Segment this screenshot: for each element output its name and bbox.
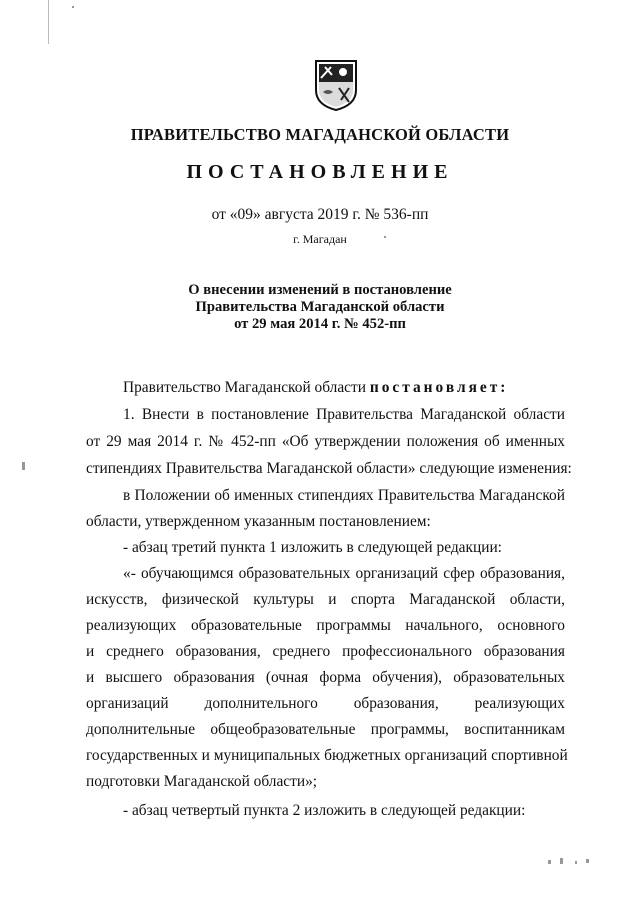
body-line: 1. Внести в постановление Правительства Магаданской области bbox=[123, 406, 565, 423]
intro-decree-word: постановляет: bbox=[369, 379, 509, 396]
body-line: от 29 мая 2014 г. № 452-пп «Об утверждении положения об именных bbox=[86, 433, 565, 450]
intro-text: Правительство Магаданской области bbox=[123, 379, 370, 396]
body-line: организаций дополнительного образования, реализующих bbox=[86, 695, 565, 712]
body-line: и высшего образования (очная форма обучения), образовательных bbox=[86, 669, 565, 686]
document-type: ПОСТАНОВЛЕНИЕ bbox=[186, 161, 454, 183]
organization-title: ПРАВИТЕЛЬСТВО МАГАДАНСКОЙ ОБЛАСТИ bbox=[130, 125, 510, 144]
body-line: реализующих образовательные программы начального, основного bbox=[86, 617, 565, 634]
body-line: искусств, физической культуры и спорта Магаданской области, bbox=[86, 591, 565, 608]
scan-artifact bbox=[575, 861, 577, 864]
body-line: подготовки Магаданской области»; bbox=[86, 773, 318, 790]
intro-paragraph bbox=[123, 378, 508, 398]
body-line: стипендиях Правительства Магаданской области» следующие изменения: bbox=[86, 460, 572, 477]
body-line: и среднего образования, среднего профессионального образования bbox=[86, 643, 565, 660]
scan-artifact bbox=[48, 0, 49, 44]
body-line: - абзац третий пункта 1 изложить в следующей редакции: bbox=[123, 539, 502, 556]
scan-artifact bbox=[586, 859, 589, 863]
scan-artifact bbox=[72, 6, 74, 8]
scan-artifact bbox=[548, 860, 551, 864]
body-line: дополнительные общеобразовательные программы, воспитанникам bbox=[86, 721, 565, 738]
coat-of-arms-emblem bbox=[313, 58, 359, 112]
document-subject bbox=[0, 282, 640, 333]
document-date-number: от «09» августа 2019 г. № 536-пп bbox=[211, 206, 429, 223]
body-line: - абзац четвертый пункта 2 изложить в следующей редакции: bbox=[123, 802, 526, 819]
subject-line: Правительства Магаданской области bbox=[195, 299, 445, 315]
body-line: в Положении об именных стипендиях Правительства Магаданской bbox=[123, 487, 565, 504]
scan-artifact bbox=[22, 462, 25, 470]
body-line: государственных и муниципальных бюджетных организаций спортивной bbox=[86, 747, 568, 764]
scan-artifact bbox=[560, 858, 563, 864]
subject-line: О внесении изменений в постановление bbox=[188, 282, 452, 298]
body-line: «- обучающимся образовательных организаций сфер образования, bbox=[123, 565, 565, 582]
body-line: области, утвержденном указанным постановлением: bbox=[86, 513, 431, 530]
document-city: г. Магадан bbox=[293, 232, 347, 246]
scan-artifact bbox=[384, 236, 386, 238]
subject-line: от 29 мая 2014 г. № 452-пп bbox=[234, 316, 406, 332]
